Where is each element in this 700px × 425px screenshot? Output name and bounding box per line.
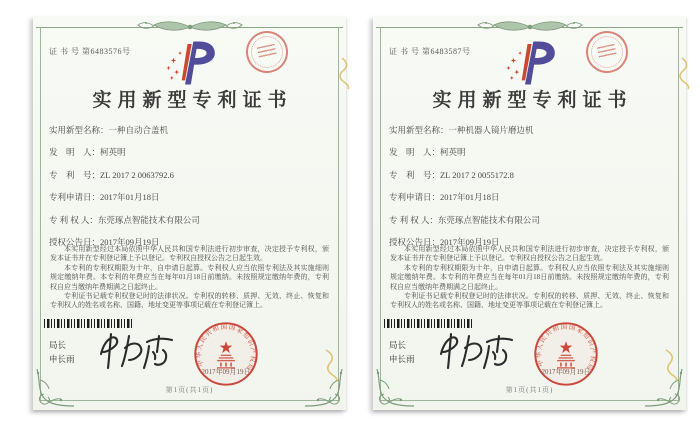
field-value: ZL 2017 2 0063792.6 (100, 169, 174, 180)
gold-foil-mark (673, 56, 691, 90)
gold-foil-mark (662, 348, 680, 382)
cnipa-official-seal (193, 321, 259, 387)
field-row-patent-no (389, 171, 674, 180)
field-value: 2017年01月18日 (100, 192, 160, 203)
field-label: 专 利 号： (49, 169, 101, 180)
field-label: 授权公告日： (49, 236, 101, 247)
field-row-name (49, 126, 334, 135)
field-label: 专 利 权 人： (389, 214, 438, 225)
field-row-name (389, 126, 674, 135)
cnipa-official-seal (533, 321, 599, 387)
director-signature (95, 328, 175, 374)
director-name: 申长雨 (389, 354, 415, 364)
seal-date: 2017年09月19日 (201, 368, 251, 376)
field-value: 东莞琢点智能技术有限公司 (97, 214, 200, 225)
legal-paragraph: 专利证书记载专利权登记时的法律状况。专利权的转移、质押、无效、终止、恢复和专利权人的姓名或名称、国籍、地址变更等事项记载在专利登记簿上。 (390, 291, 669, 310)
field-row-patentee (49, 216, 334, 225)
legal-text (50, 245, 329, 311)
legal-paragraph: 本专利的专利权期限为十年，自申请日起算。专利权人应当依照专利法及其实施细则规定缴纳年费。本专利的年费应当在每年01月18日前缴纳。未按照规定缴纳年费的，专利权自应当缴纳年费期满之日起终止。 (50, 263, 329, 291)
field-label: 实用新型名称： (389, 125, 449, 135)
left-border-line (380, 27, 381, 401)
certificate-number: 证 书 号 第6483587号 (389, 47, 471, 56)
patent-certificate-right (373, 16, 686, 410)
field-label: 发 明 人： (49, 147, 101, 158)
page-number: 第1页(共1页) (505, 386, 554, 394)
certificate-fields (49, 126, 334, 260)
director-name: 申长雨 (49, 354, 75, 364)
gold-foil-mark (333, 56, 351, 90)
legal-paragraph: 本专利的专利权期限为十年，自申请日起算。专利权人应当依照专利法及其实施细则规定缴纳年费。本专利的年费应当在每年01月18日前缴纳。未按照规定缴纳年费的，专利权自应当缴纳年费期满之日起终止。 (390, 263, 669, 291)
director-block (49, 338, 75, 366)
legal-paragraph: 专利证书记载专利权登记时的法律状况。专利权的转移、质押、无效、终止、恢复和专利权人的姓名或名称、国籍、地址变更等事项记载在专利登记簿上。 (50, 291, 329, 310)
field-value: 2017年01月18日 (440, 192, 500, 203)
field-label: 发 明 人： (389, 147, 441, 158)
director-label: 局长 (49, 340, 67, 350)
bottom-border-line (380, 400, 679, 401)
field-value: 2017年09月19日 (100, 236, 160, 247)
field-label: 授权公告日： (389, 236, 441, 247)
gold-foil-mark (322, 348, 340, 382)
left-border-line (40, 27, 41, 401)
field-value: 柯英明 (100, 147, 126, 158)
field-row-filing-date (389, 193, 674, 202)
certificate-title: 实用新型专利证书 (432, 90, 633, 111)
field-row-patent-no (49, 171, 334, 180)
field-value: 柯英明 (440, 147, 466, 158)
field-value: ZL 2017 2 0055172.8 (440, 169, 514, 180)
field-label: 专 利 权 人： (49, 214, 98, 225)
barcode (384, 319, 474, 328)
page-number: 第1页(共1页) (165, 386, 214, 394)
top-flourish-ornament (120, 19, 260, 35)
certificate-number: 证 书 号 第6483576号 (49, 47, 131, 56)
field-row-filing-date (49, 193, 334, 202)
field-value: 一种机器人镜片磨边机 (448, 125, 534, 135)
director-signature (435, 328, 515, 374)
field-row-inventor (389, 148, 674, 157)
svg-text:中华人民共和国国家知识产权局: 中华人民共和国国家知识产权局 (535, 323, 597, 373)
field-row-inventor (49, 148, 334, 157)
director-label: 局长 (389, 340, 407, 350)
legal-paragraph: 本实用新型经过本局依照中华人民共和国专利法进行初步审查，决定授予专利权，颁发本证书并在专利登记簿上予以登记。专利权自授权公告之日起生效。 (390, 245, 669, 263)
field-label: 专 利 号： (389, 169, 441, 180)
cnipa-logo (502, 39, 558, 87)
field-label: 实用新型名称： (49, 125, 109, 135)
top-flourish-ornament (460, 19, 600, 35)
field-label: 专利申请日： (389, 192, 441, 203)
legal-text (390, 245, 669, 311)
field-label: 专利申请日： (49, 192, 101, 203)
barcode (44, 319, 134, 328)
bottom-border-line (40, 400, 339, 401)
legal-paragraph: 本实用新型经过本局依照中华人民共和国专利法进行初步审查，决定授予专利权，颁发本证书并在专利登记簿上予以登记。专利权自授权公告之日起生效。 (50, 245, 329, 263)
cnipa-logo (162, 39, 218, 87)
patent-certificate-left (33, 16, 346, 410)
field-value: 2017年09月19日 (440, 236, 500, 247)
svg-text:中华人民共和国国家知识产权局: 中华人民共和国国家知识产权局 (195, 323, 257, 373)
field-value: 一种自动合盖机 (108, 125, 169, 135)
field-row-patentee (389, 216, 674, 225)
field-value: 东莞琢点智能技术有限公司 (437, 214, 540, 225)
certificate-fields (389, 126, 674, 260)
seal-date: 2017年09月19日 (541, 368, 591, 376)
certificate-title: 实用新型专利证书 (92, 90, 293, 111)
director-block (389, 338, 415, 366)
